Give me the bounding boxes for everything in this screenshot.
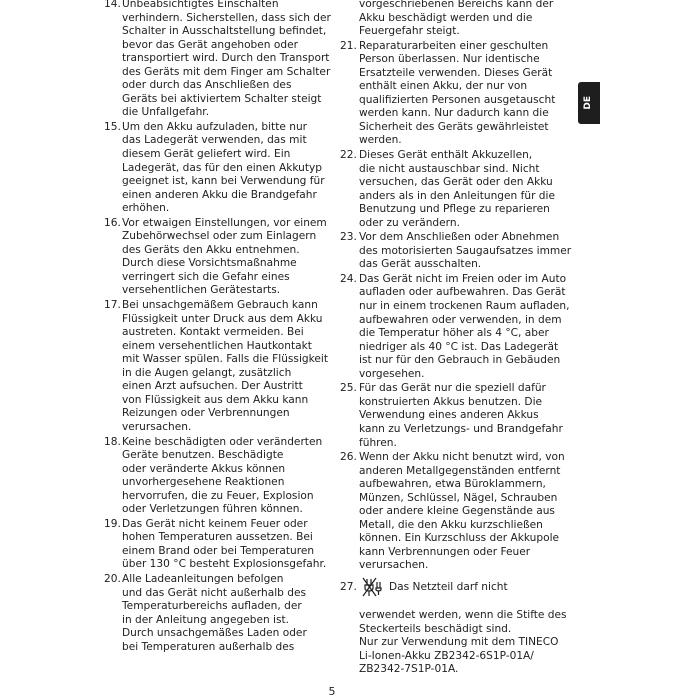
- item-number: 17.: [104, 299, 121, 312]
- text-line: ZB2342-7S1P-01A.: [359, 663, 459, 676]
- text-line: Reparaturarbeiten einer geschulten: [359, 39, 549, 52]
- text-line: das Gerät ausschalten.: [359, 258, 482, 271]
- text-line: austreten. Kontakt vermeiden. Bei: [122, 326, 304, 339]
- text-line: vorgeschriebenen Bereichs kann der: [359, 0, 554, 10]
- text-line: Person überlassen. Nur identische: [359, 53, 540, 66]
- text-line: kann Verbrennungen oder Feuer: [359, 545, 531, 558]
- text-line: anders als in den Anleitungen für die: [359, 189, 555, 202]
- text-line: Ersatzteile verwenden. Dieses Gerät: [359, 66, 553, 79]
- text-line: Nur zur Verwendung mit dem TINECO: [359, 636, 559, 649]
- text-line: transportiert wird. Durch den Transport: [122, 52, 330, 65]
- continued-text: [340, 0, 570, 39]
- text-line: Durch diese Vorsichtsmaßnahme: [122, 257, 297, 270]
- text-line: Durch unsachgemäßes Laden oder: [122, 627, 307, 640]
- text-line: des Geräts den Akku entnehmen.: [122, 243, 300, 256]
- item-number: 22.: [340, 149, 357, 162]
- text-line: Steckerteils beschädigt sind.: [359, 622, 512, 635]
- text-line: Für das Gerät nur die speziell dafür: [359, 382, 546, 395]
- text-line: erhöhen.: [122, 202, 170, 215]
- text-line: versehentlichen Gerätestarts.: [122, 284, 281, 297]
- item-text: [359, 40, 570, 148]
- text-line: einem Brand oder bei Temperaturen: [122, 544, 315, 557]
- text-line: von Flüssigkeit aus dem Akku kann: [122, 393, 309, 406]
- text-line: Alle Ladeanleitungen befolgen: [122, 572, 284, 585]
- text-line: Temperaturbereichs aufladen, der: [122, 600, 302, 613]
- text-line: Sicherheit des Geräts gewährleistet: [359, 120, 549, 133]
- item-number: 27.: [340, 580, 357, 593]
- text-line: nur in einem trockenen Raum aufladen,: [359, 300, 570, 313]
- text-line: qualifizierten Personen ausgetauscht: [359, 93, 556, 106]
- item-number: 24.: [340, 272, 357, 285]
- text-line: versuchen, das Gerät oder den Akku: [359, 176, 553, 189]
- text-line: oder andere kleine Gegenstände aus: [359, 505, 555, 518]
- item-number: 23.: [340, 231, 357, 244]
- item-text: [359, 273, 570, 381]
- page-number: 5: [328, 685, 336, 698]
- text-line: Das Gerät nicht keinem Feuer oder: [122, 517, 308, 530]
- text-line: oder zu verändern.: [359, 216, 460, 229]
- list-item: [340, 149, 570, 230]
- text-line: Dieses Gerät enthält Akkuzellen,: [359, 149, 533, 162]
- item-number: 19.: [104, 517, 121, 530]
- text-line: und das Gerät nicht außerhalb des: [122, 586, 307, 599]
- text-line: Das Netzteil darf nicht: [389, 580, 508, 593]
- item-number: 18.: [104, 435, 121, 448]
- text-line: in der Anleitung angegeben ist.: [122, 613, 290, 626]
- text-line: aufbewahren, etwa Büroklammern,: [359, 478, 546, 491]
- text-line: vorgesehen.: [359, 367, 425, 380]
- text-line: verwendet werden, wenn die Stifte des: [359, 608, 567, 621]
- item-text: [122, 299, 344, 434]
- text-line: Geräts bei aktiviertem Schalter steigt: [122, 92, 322, 105]
- text-line: Vor etwaigen Einstellungen, vor einem: [122, 216, 327, 229]
- text-line: bevor das Gerät angehoben oder: [122, 38, 298, 51]
- text-line: oder veränderte Akkus können: [122, 462, 286, 475]
- item-number: 15.: [104, 120, 121, 133]
- list-item: [340, 231, 570, 272]
- text-line: enthält einen Akku, der nur von: [359, 80, 528, 93]
- list-item: [104, 217, 344, 298]
- text-line: werden kann. Nur dadurch kann die: [359, 107, 549, 120]
- left-column: [104, 0, 344, 655]
- text-line: hohen Temperaturen aussetzen. Bei: [122, 531, 313, 544]
- list-item: [104, 518, 344, 572]
- text-line: Wenn der Akku nicht benutzt wird, von: [359, 451, 565, 464]
- text-line: einem versehentlichen Hautkontakt: [122, 339, 312, 352]
- item-number: 20.: [104, 572, 121, 585]
- list-item: [104, 0, 344, 120]
- language-tab: [578, 82, 600, 124]
- text-line: verringert sich die Gefahr eines: [122, 270, 290, 283]
- list-item: [104, 121, 344, 216]
- item-number: 14.: [104, 0, 121, 10]
- text-line: einen Arzt aufsuchen. Der Austritt: [122, 380, 303, 393]
- list-item: [340, 451, 570, 573]
- language-tab-label: DE: [583, 96, 594, 110]
- text-line: mit Wasser spülen. Falls die Flüssigkeit: [122, 353, 328, 366]
- item-number: 21.: [340, 39, 357, 52]
- text-line: Li-Ionen-Akku ZB2342-6S1P-01A/: [359, 649, 534, 662]
- list-item: [340, 273, 570, 381]
- text-line: das Ladegerät verwenden, das mit: [122, 134, 307, 147]
- item-text: [359, 581, 570, 677]
- item-text: [122, 436, 344, 517]
- text-line: oder durch das Anschließen des: [122, 79, 292, 92]
- text-line: Reizungen oder Verbrennungen: [122, 407, 290, 420]
- text-line: Feuergefahr steigt.: [359, 25, 460, 38]
- no-crossed-plug-symbol-icon: [361, 575, 385, 599]
- list-item: [104, 436, 344, 517]
- list-item: [104, 299, 344, 434]
- item-number: 16.: [104, 216, 121, 229]
- item-text: [122, 121, 344, 216]
- text-line: diesem Gerät geliefert wird. Ein: [122, 148, 291, 161]
- text-line: Keine beschädigten oder veränderten: [122, 435, 323, 448]
- text-line: Bei unsachgemäßem Gebrauch kann: [122, 299, 318, 312]
- text-line: verursachen.: [122, 420, 192, 433]
- text-line: kann zu Verletzungs- und Brandgefahr: [359, 422, 563, 435]
- list-item: [340, 40, 570, 148]
- text-line: aufladen oder aufbewahren. Das Gerät: [359, 286, 566, 299]
- text-line: über 130 °C besteht Explosionsgefahr.: [122, 558, 327, 571]
- text-line: Münzen, Schlüssel, Nägel, Schrauben: [359, 491, 558, 504]
- text-line: Um den Akku aufzuladen, bitte nur: [122, 120, 308, 133]
- text-line: niedriger als 40 °C ist. Das Ladegerät: [359, 340, 559, 353]
- item-text: [359, 451, 570, 573]
- text-line: Zubehörwechsel oder zum Einlagern: [122, 230, 317, 243]
- item-text: [359, 149, 570, 230]
- text-line: die Temperatur höher als 4 °C, aber: [359, 327, 549, 340]
- text-line: die nicht austauschbar sind. Nicht: [359, 162, 540, 175]
- text-line: können. Ein Kurzschluss der Akkupole: [359, 532, 560, 545]
- item-text: [359, 382, 570, 450]
- text-line: ist nur für den Gebrauch in Gebäuden: [359, 354, 561, 367]
- text-line: die Unfallgefahr.: [122, 106, 210, 119]
- text-line: führen.: [359, 436, 397, 449]
- item-text: [122, 0, 344, 120]
- text-line: konstruierten Akkus benutzen. Die: [359, 395, 543, 408]
- item-text: [122, 217, 344, 298]
- item-number: 25.: [340, 382, 357, 395]
- item-number: 26.: [340, 451, 357, 464]
- list-item-27: [340, 581, 570, 677]
- text-line: des motorisierten Saugaufsatzes immer: [359, 244, 572, 257]
- text-line: hervorrufen, die zu Feuer, Explosion: [122, 489, 314, 502]
- text-line: in die Augen gelangt, zusätzlich: [122, 366, 292, 379]
- text-line: des Geräts mit dem Finger am Schalter: [122, 65, 331, 78]
- text-line: anderen Metallgegenständen entfernt: [359, 464, 561, 477]
- text-line: werden.: [359, 134, 402, 147]
- text-line: unvorhergesehene Reaktionen: [122, 476, 285, 489]
- text-line: verursachen.: [359, 559, 429, 572]
- list-item: [340, 382, 570, 450]
- right-column: [340, 0, 570, 677]
- text-line: Metall, die den Akku kurzschließen: [359, 518, 543, 531]
- list-item: [104, 573, 344, 654]
- item-text: [359, 231, 571, 272]
- text-line: Das Gerät nicht im Freien oder im Auto: [359, 272, 567, 285]
- text-line: oder Verletzungen führen können.: [122, 503, 303, 516]
- text-line: Geräte benutzen. Beschädigte: [122, 449, 284, 462]
- text-line: Benutzung und Pflege zu reparieren: [359, 203, 550, 216]
- text-line: geeignet ist, kann bei Verwendung für: [122, 175, 325, 188]
- text-line: Flüssigkeit unter Druck aus dem Akku: [122, 312, 323, 325]
- text-line: Ladegerät, das für den einen Akkutyp: [122, 161, 323, 174]
- text-line: einen anderen Akku die Brandgefahr: [122, 188, 317, 201]
- text-line: Unbeabsichtigtes Einschalten: [122, 0, 279, 10]
- text-line: Akku beschädigt werden und die: [359, 11, 533, 24]
- text-line: Schalter in Ausschaltstellung befindet,: [122, 25, 327, 38]
- text-line: Vor dem Anschließen oder Abnehmen: [359, 231, 560, 244]
- text-line: Verwendung eines anderen Akkus: [359, 409, 539, 422]
- text-line: bei Temperaturen außerhalb des: [122, 640, 295, 653]
- text-line: verhindern. Sicherstellen, dass sich der: [122, 11, 331, 24]
- text-line: aufbewahren oder verwenden, in dem: [359, 313, 562, 326]
- item-text: [122, 573, 344, 654]
- item-text: [122, 518, 344, 572]
